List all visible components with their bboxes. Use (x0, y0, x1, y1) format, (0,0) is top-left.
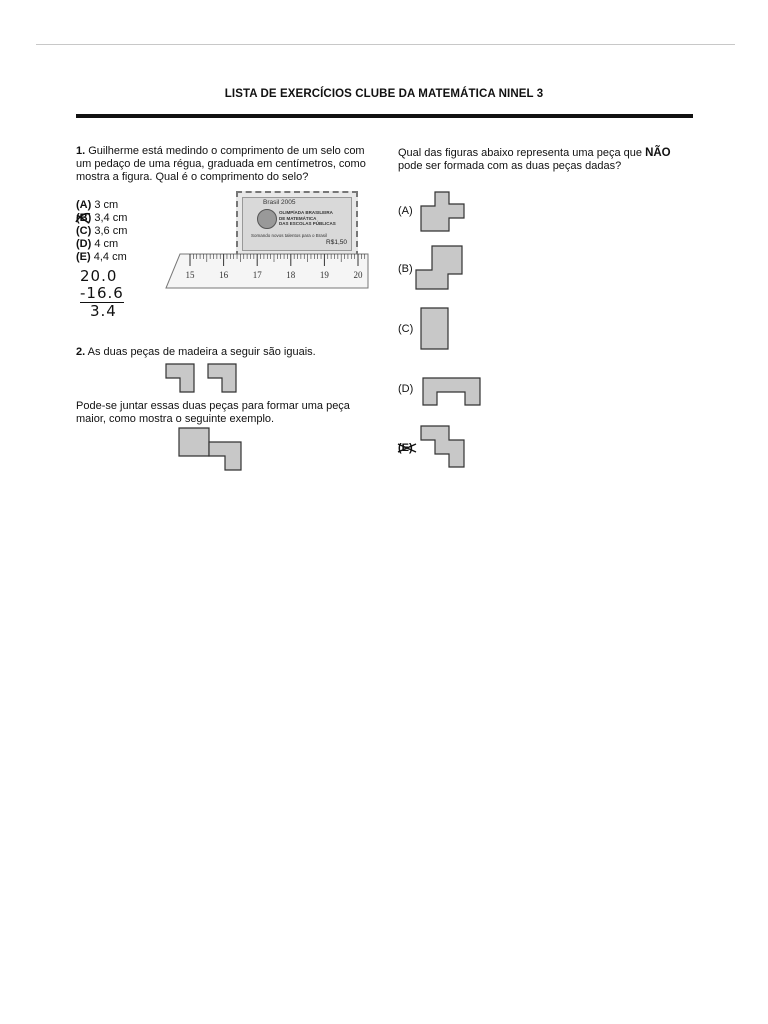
ruler-label: 18 (286, 270, 296, 280)
option-d-shape (421, 376, 483, 408)
option-letter: (E) (76, 251, 91, 263)
q2-text: Pode-se juntar essas duas peças para formar uma peça maior, como mostra o seguinte exemplo. (76, 400, 350, 425)
q1-options (76, 199, 127, 264)
q2-number: 2. (76, 346, 86, 358)
pieces-pair (164, 362, 244, 394)
option-letter: (C) (76, 225, 92, 237)
q2-intro (76, 346, 376, 359)
page-title: LISTA DE EXERCÍCIOS CLUBE DA MATEMÁTICA NINEL 3 (224, 88, 544, 100)
option-letter: (A) (76, 199, 92, 211)
ruler-label: 20 (353, 270, 363, 280)
l-piece-1 (166, 364, 194, 392)
title-underline (76, 114, 693, 118)
q1-option-e (76, 251, 127, 264)
q1-number: 1. (76, 145, 86, 157)
q2-intro-text: As duas peças de madeira a seguir são iguais. (87, 346, 316, 358)
combined-piece-top (179, 428, 209, 456)
stamp-logo-text: OLIMPÍADA BRASILEIRA DE MATEMÁTICA DAS ESCOLAS PÚBLICAS (279, 210, 336, 226)
option-b-shape (414, 244, 466, 292)
option-text: 3 cm (94, 199, 119, 211)
stamp-logo (257, 209, 277, 229)
handwritten-cross-icon (396, 440, 418, 456)
option-c-shape (419, 306, 451, 352)
handwriting-line: -16.6 (80, 284, 124, 302)
option-text: 3,4 cm (94, 212, 128, 224)
option-letter: (D) (76, 238, 92, 250)
q1-text (76, 145, 376, 184)
stamp-price: R$1,50 (326, 239, 347, 246)
option-d-label: (D) (398, 383, 414, 395)
ruler-label: 16 (219, 270, 229, 280)
handwriting-line: 3.4 (90, 302, 117, 320)
top-divider (36, 44, 735, 45)
handwritten-mark-icon (74, 210, 94, 226)
option-text: 4 cm (94, 238, 119, 250)
ruler-label: 15 (185, 270, 195, 280)
ruler (164, 252, 370, 292)
option-a-label: (A) (398, 205, 413, 217)
option-text: 3,6 cm (94, 225, 128, 237)
stamp-top-text: Brasil 2005 (263, 199, 296, 206)
l-piece-2 (208, 364, 236, 392)
option-text: 4,4 cm (93, 251, 127, 263)
q1-option-d (76, 238, 127, 251)
option-a-shape (419, 190, 469, 234)
stamp-caption: Somando novos talentos para o Brasil (251, 233, 328, 238)
option-e-shape (419, 424, 467, 470)
combined-pieces (177, 426, 247, 474)
ruler-label: 17 (252, 270, 262, 280)
q1-option-b (76, 212, 127, 225)
q1-option-c (76, 225, 127, 238)
option-b-label: (B) (398, 263, 413, 275)
stamp (236, 191, 358, 257)
combined-piece-bottom (209, 442, 241, 470)
question-end: pode ser formada com as duas peças dadas? (398, 160, 622, 172)
option-letter: (B) (76, 212, 92, 224)
handwritten-calculation (80, 268, 124, 320)
ruler-label: 19 (319, 270, 329, 280)
option-e-label: (E) (398, 442, 413, 455)
handwriting-line: 20.0 (80, 267, 118, 285)
question-start: Qual das figuras abaixo representa uma peça que (398, 147, 642, 159)
q1-question: Guilherme está medindo o comprimento de um selo com um pedaço de uma régua, graduada em centímetros, como mostra a figura. Qual é o comprimento do selo? (76, 145, 366, 183)
question-emphasis: NÃO (645, 147, 671, 159)
option-c-label: (C) (398, 323, 414, 335)
q2-right-question (398, 147, 698, 173)
